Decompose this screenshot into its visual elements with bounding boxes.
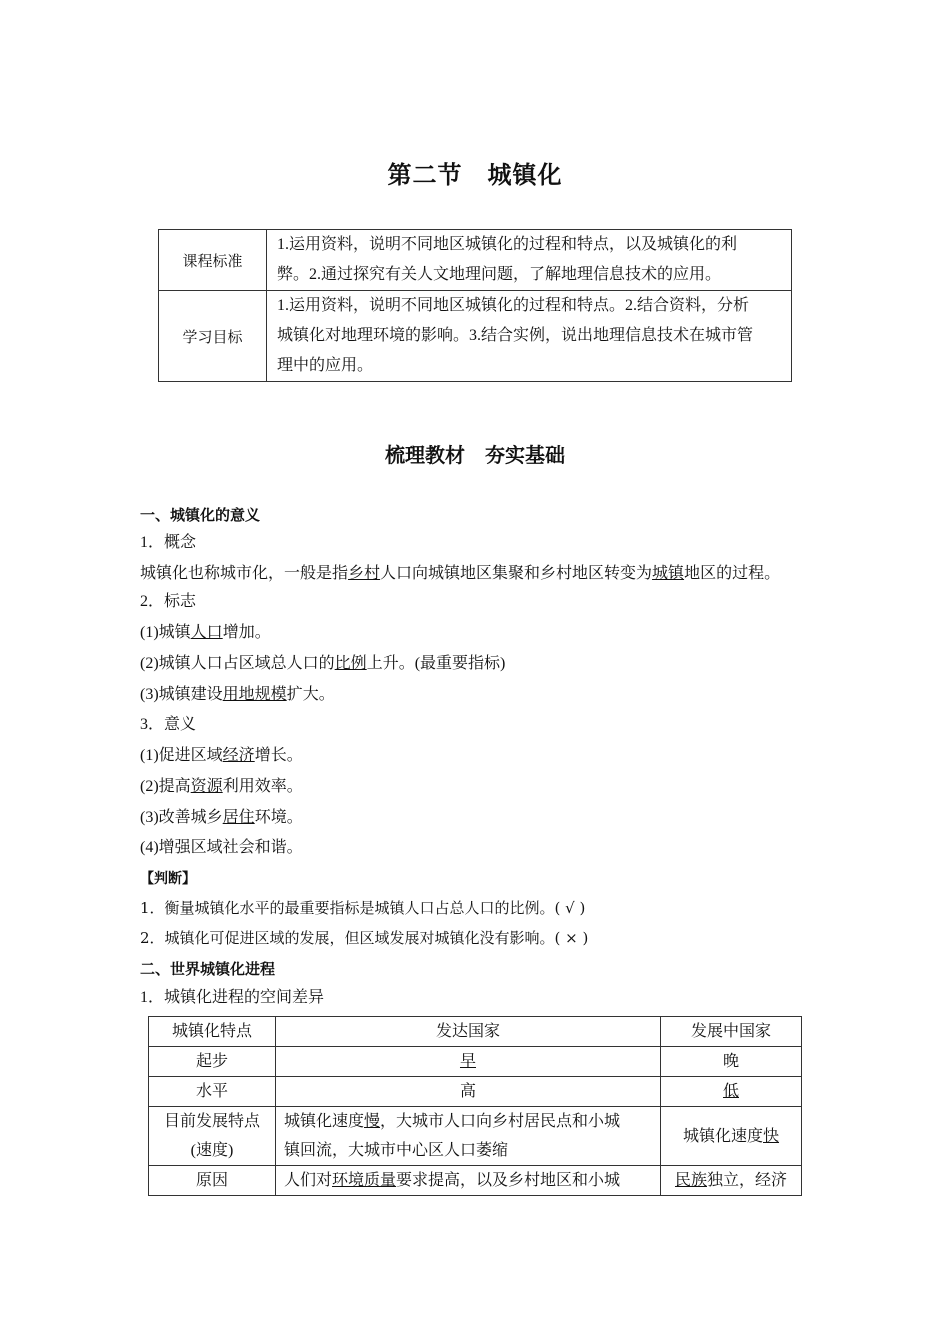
concept-text [140,564,780,584]
part2-heading: 二、世界城镇化进程 [140,960,276,978]
text: 人们对 [284,1172,333,1189]
text: 独立，经济 [707,1172,788,1189]
meaning-label: 3．意义 [140,716,197,733]
cell [661,1077,802,1107]
text: 增加。 [222,624,271,641]
cell [661,1107,802,1166]
text: (3)改善城乡 [140,809,223,826]
answer: 环境质量 [332,1172,397,1189]
answer: 人口 [190,624,223,641]
text: (1)促进区域 [140,747,223,764]
standards-table [158,229,792,382]
text: 城镇化速度 [284,1113,365,1130]
row-label: 水平 [149,1077,276,1107]
text: 扩大。 [286,686,335,703]
text: 要求提高，以及乡村地区和小城 [396,1172,621,1189]
meaning-item: (4)增强区域社会和谐。 [140,839,303,856]
text: 地区的过程。 [684,565,781,582]
answer: 用地规模 [222,686,287,703]
text-line: 城镇化对地理环境的影响。3.结合实例，说出地理信息技术在城市管 [277,327,754,344]
judge-item: 1．衡量城镇化水平的最重要指标是城镇人口占总人口的比例。( √ ) [140,899,586,917]
table-row [149,1017,802,1047]
section-title: 梳理教材 夯实基础 [385,443,565,467]
table-row [149,1166,802,1196]
judge-item: 2．城镇化可促进区域的发展，但区域发展对城镇化没有影响。( × ) [140,929,589,947]
header-cell: 发达国家 [276,1017,661,1047]
sign-label: 2．标志 [140,593,197,610]
answer: 比例 [334,655,367,672]
text: 环境。 [254,809,303,826]
meaning-item [140,808,303,828]
answer: 经济 [222,747,255,764]
table-row [159,230,792,291]
answer: 低 [722,1083,739,1100]
sign-item [140,623,271,643]
table-row [159,291,792,382]
text: 城镇化速度 [682,1127,763,1145]
text: 增长。 [254,747,303,764]
row-label: 起步 [149,1047,276,1077]
text: 利用效率。 [222,778,303,795]
row-label [149,1107,276,1166]
meaning-item [140,777,303,797]
sign-item [140,654,505,674]
urbanization-table [148,1016,802,1196]
text: (2)城镇人口占区域总人口的 [140,655,335,672]
text-line: 理中的应用。 [277,357,374,374]
text-line: 1.运用资料，说明不同地区城镇化的过程和特点，以及城镇化的利 [277,236,738,253]
answer: 居住 [222,809,255,826]
cell [276,1107,661,1166]
judge-label: 【判断】 [140,871,196,887]
answer: 快 [763,1127,780,1145]
text-line: 镇回流，大城市中心区人口萎缩 [284,1142,509,1159]
table-row [149,1077,802,1107]
header-cell: 城镇化特点 [149,1017,276,1047]
standards-body [267,230,792,291]
row-label: 原因 [149,1166,276,1196]
text-line: 目前发展特点 [163,1113,260,1130]
cell: 高 [276,1077,661,1107]
goals-body [267,291,792,382]
text-line [284,1107,652,1136]
answer: 早 [459,1053,476,1070]
text: 上升。(最重要指标) [366,655,506,672]
text: (3)城镇建设 [140,686,223,703]
answer: 慢 [364,1113,381,1130]
answer: 资源 [190,778,223,795]
table-row [149,1107,802,1166]
cell: 晚 [661,1047,802,1077]
answer: 民族 [674,1172,707,1189]
cell [661,1166,802,1196]
part1-heading: 一、城镇化的意义 [140,506,261,524]
standards-head: 课程标准 [159,230,267,291]
cell [276,1047,661,1077]
text: 人口向城镇地区集聚和乡村地区转变为 [380,565,653,582]
text-line: 弊。2.通过探究有关人文地理问题，了解地理信息技术的应用。 [277,266,722,283]
text: (2)提高 [140,778,191,795]
cell [276,1166,661,1196]
part2-sub1: 1．城镇化进程的空间差异 [140,989,325,1006]
table-row [149,1047,802,1077]
text-line: (速度) [190,1142,234,1159]
sign-item [140,685,335,705]
answer: 城镇 [652,565,685,582]
text: (1)城镇 [140,624,191,641]
answer: 乡村 [348,565,381,582]
page-title: 第二节 城镇化 [387,161,563,189]
goals-head: 学习目标 [159,291,267,382]
text: 城镇化也称城市化，一般是指 [140,565,349,582]
concept-label: 1．概念 [140,534,197,551]
text: ，大城市人口向乡村居民点和小城 [380,1113,621,1130]
text-line: 1.运用资料，说明不同地区城镇化的过程和特点。2.结合资料，分析 [277,297,750,314]
header-cell: 发展中国家 [661,1017,802,1047]
meaning-item [140,746,303,766]
